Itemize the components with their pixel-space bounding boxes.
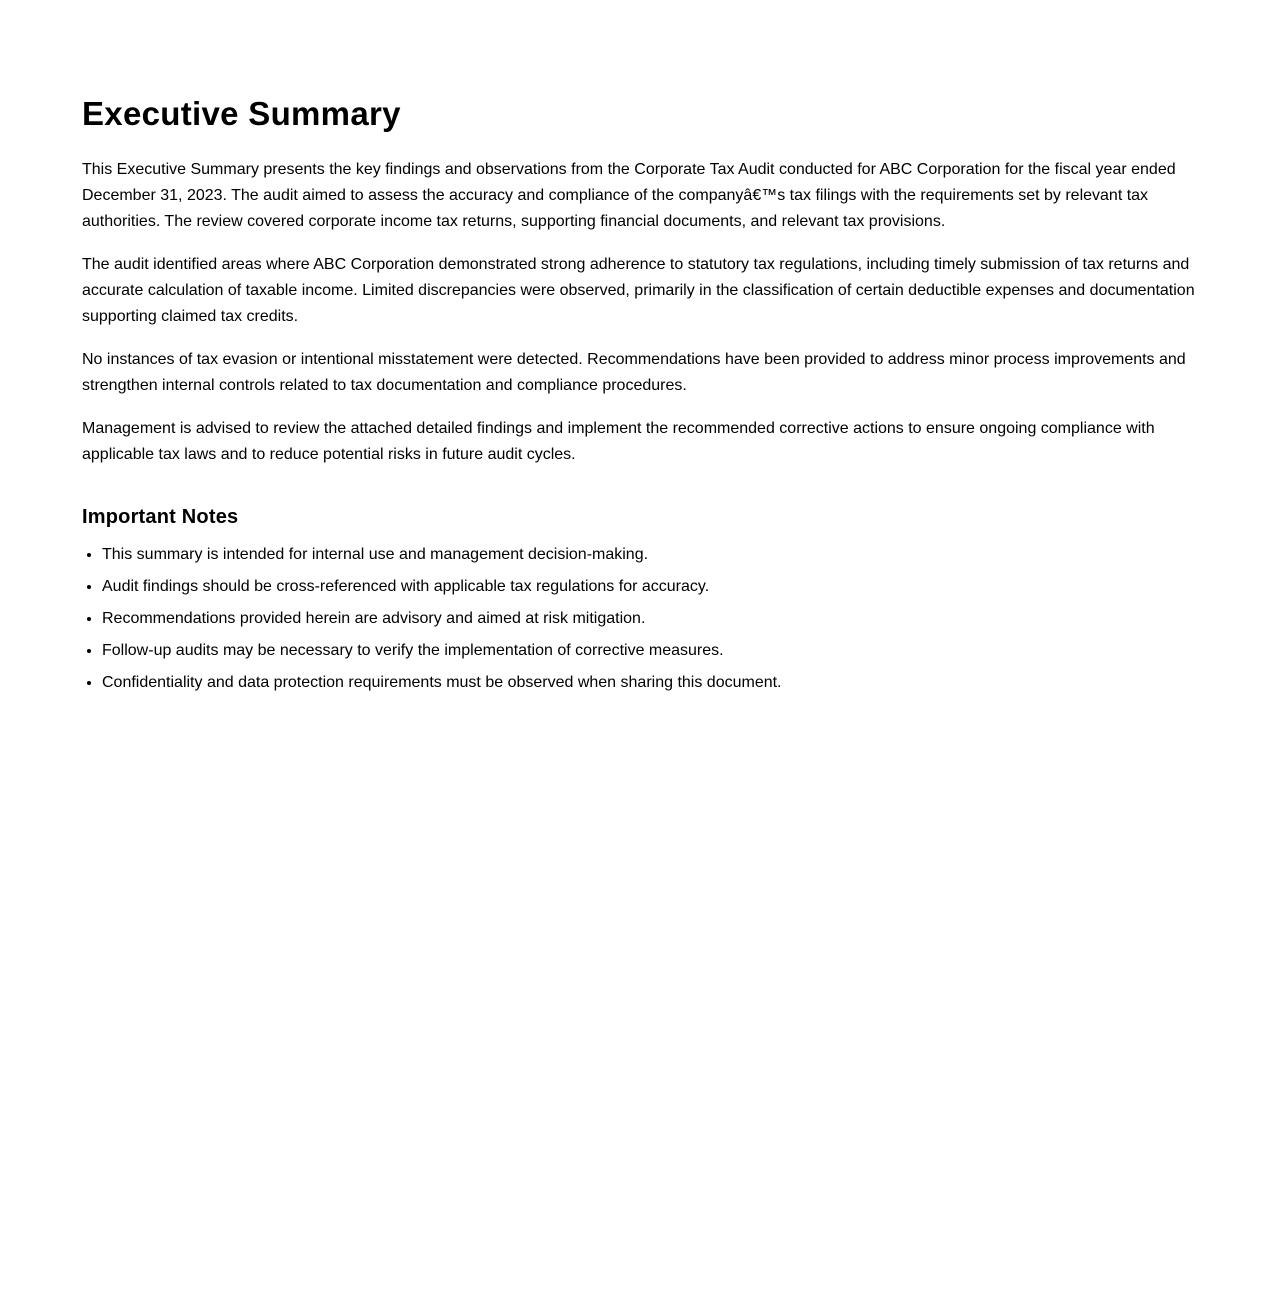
- summary-body: [82, 157, 1196, 468]
- list-item: • Follow-up audits may be necessary to verify the implementation of corrective measures.: [102, 641, 1196, 661]
- summary-paragraph: The audit identified areas where ABC Corporation demonstrated strong adherence to statutory tax regulations, including timely submission of tax returns and accurate calculation of taxable income. Limited discrepancies were observed, primarily in the classification of certain deductible expenses and documentation supporting claimed tax credits.: [82, 256, 1195, 325]
- summary-paragraph: Management is advised to review the attached detailed findings and implement the recommended corrective actions to ensure ongoing compliance with applicable tax laws and to reduce potential risks in future audit cycles.: [82, 420, 1155, 463]
- summary-paragraph: No instances of tax evasion or intentional misstatement were detected. Recommendations have been provided to address minor process improvements and strengthen internal controls related to tax documentation and compliance procedures.: [82, 351, 1186, 394]
- notes-list: [82, 545, 1196, 693]
- notes-heading: Important Notes: [82, 506, 239, 528]
- list-item: • Confidentiality and data protection requirements must be observed when sharing this document.: [102, 673, 1196, 693]
- list-item: • Recommendations provided herein are advisory and aimed at risk mitigation.: [102, 609, 1196, 629]
- page-title: Executive Summary: [82, 95, 401, 132]
- summary-paragraph: This Executive Summary presents the key findings and observations from the Corporate Tax Audit conducted for ABC Corporation for the fiscal year ended December 31, 2023. The audit aimed to assess the accuracy and compliance of the companyâ€™s tax filings with the requirements set by relevant tax authorities. The review covered corporate income tax returns, supporting financial documents, and relevant tax provisions.: [82, 161, 1176, 230]
- list-item: • This summary is intended for internal use and management decision-making.: [102, 545, 1196, 565]
- list-item: • Audit findings should be cross-referenced with applicable tax regulations for accuracy.: [102, 577, 1196, 597]
